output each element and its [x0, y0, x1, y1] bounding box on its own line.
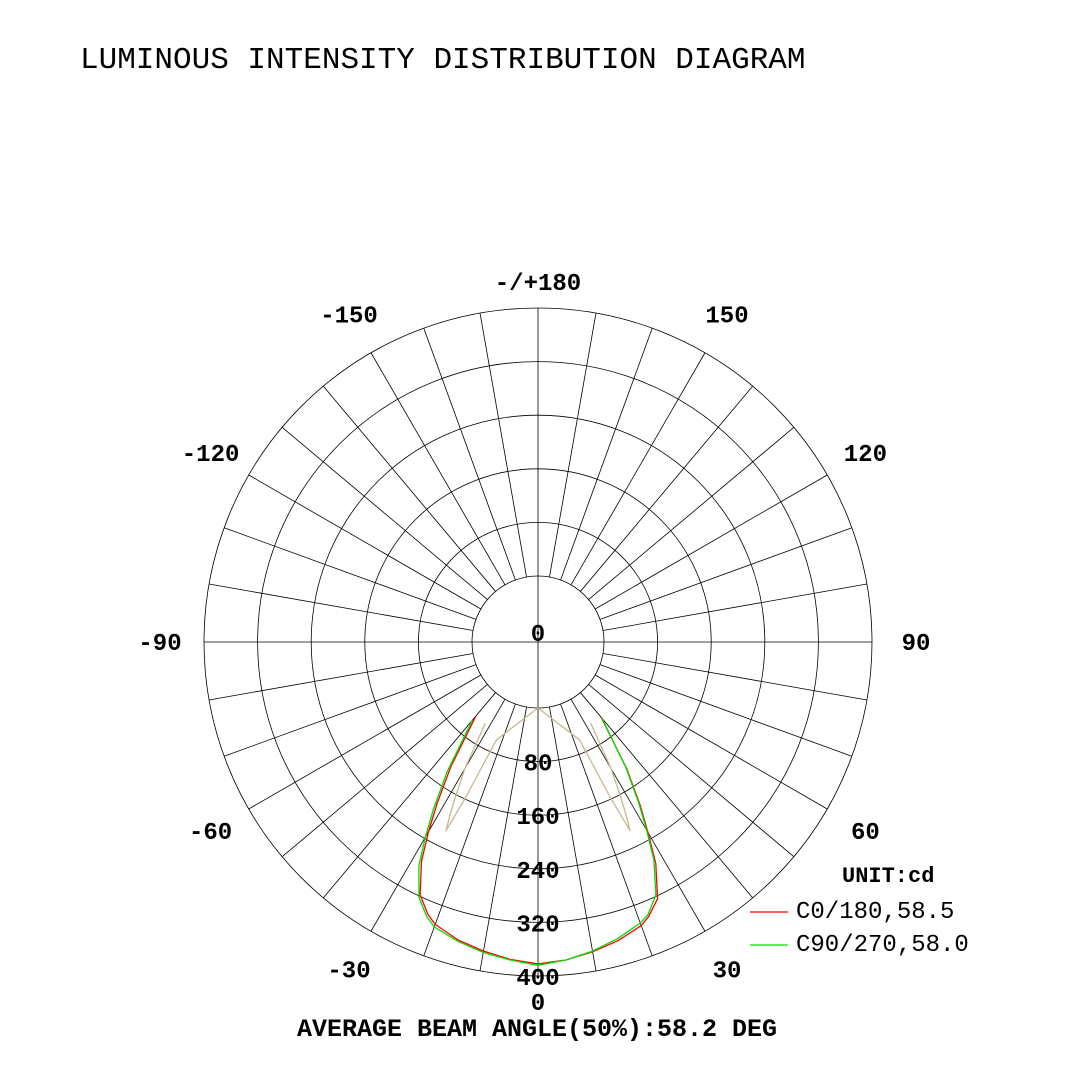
- grid-spoke-220: [323, 386, 495, 591]
- grid-spoke-80: [603, 653, 867, 700]
- grid-spoke-160: [561, 328, 653, 580]
- legend: [750, 899, 969, 959]
- grid-spoke-130: [589, 427, 794, 599]
- angle-tick-label: 120: [843, 442, 888, 469]
- angle-tick-label: -30: [327, 958, 371, 986]
- grid-spoke-250: [224, 528, 476, 620]
- angle-tick-label: 90: [901, 631, 931, 658]
- angle-tick-label: 30: [712, 958, 742, 986]
- grid-spoke-190: [480, 313, 527, 577]
- radial-tick-label: 400: [516, 966, 560, 993]
- grid-spoke-140: [580, 386, 752, 591]
- angle-tick-label: -/+180: [494, 271, 582, 298]
- angle-tick-label: -120: [181, 442, 240, 469]
- grid-spoke-40: [580, 693, 752, 898]
- grid-spoke-100: [603, 584, 867, 631]
- angle-tick-label: 0: [530, 991, 546, 1018]
- unit-label: UNIT:cd: [842, 864, 935, 889]
- legend-label-c90-270: C90/270,58.0: [796, 932, 969, 959]
- angle-tick-label: -90: [138, 631, 182, 658]
- radial-tick-label: 0: [530, 622, 546, 649]
- grid-spoke-110: [600, 528, 852, 620]
- angle-tick-label: -150: [320, 303, 378, 331]
- grid-spoke-280: [209, 653, 473, 700]
- grid-spoke-260: [209, 584, 473, 631]
- legend-label-c0-180: C0/180,58.5: [796, 899, 955, 926]
- radial-tick-label: 240: [516, 858, 560, 886]
- radial-tick-label: 80: [523, 751, 553, 779]
- chart-title: LUMINOUS INTENSITY DISTRIBUTION DIAGRAM: [80, 43, 806, 78]
- grid-spoke-340: [424, 704, 516, 956]
- radial-tick-label: 160: [516, 805, 560, 833]
- angle-tick-label: 60: [850, 820, 880, 847]
- grid-spoke-320: [323, 693, 495, 898]
- grid-spoke-290: [224, 665, 476, 757]
- grid-spoke-200: [424, 328, 516, 580]
- grid-spoke-230: [282, 427, 487, 599]
- grid-spoke-310: [282, 684, 487, 856]
- radial-tick-label: 320: [516, 912, 560, 940]
- grid-spoke-170: [549, 313, 596, 577]
- grid-spoke-20: [561, 704, 653, 956]
- grid-spoke-50: [589, 684, 794, 856]
- angle-tick-label: 150: [705, 303, 749, 331]
- beam-angle-footer: AVERAGE BEAM ANGLE(50%):58.2 DEG: [296, 1015, 778, 1044]
- angle-tick-label: -60: [188, 820, 233, 847]
- grid-spoke-70: [600, 665, 852, 757]
